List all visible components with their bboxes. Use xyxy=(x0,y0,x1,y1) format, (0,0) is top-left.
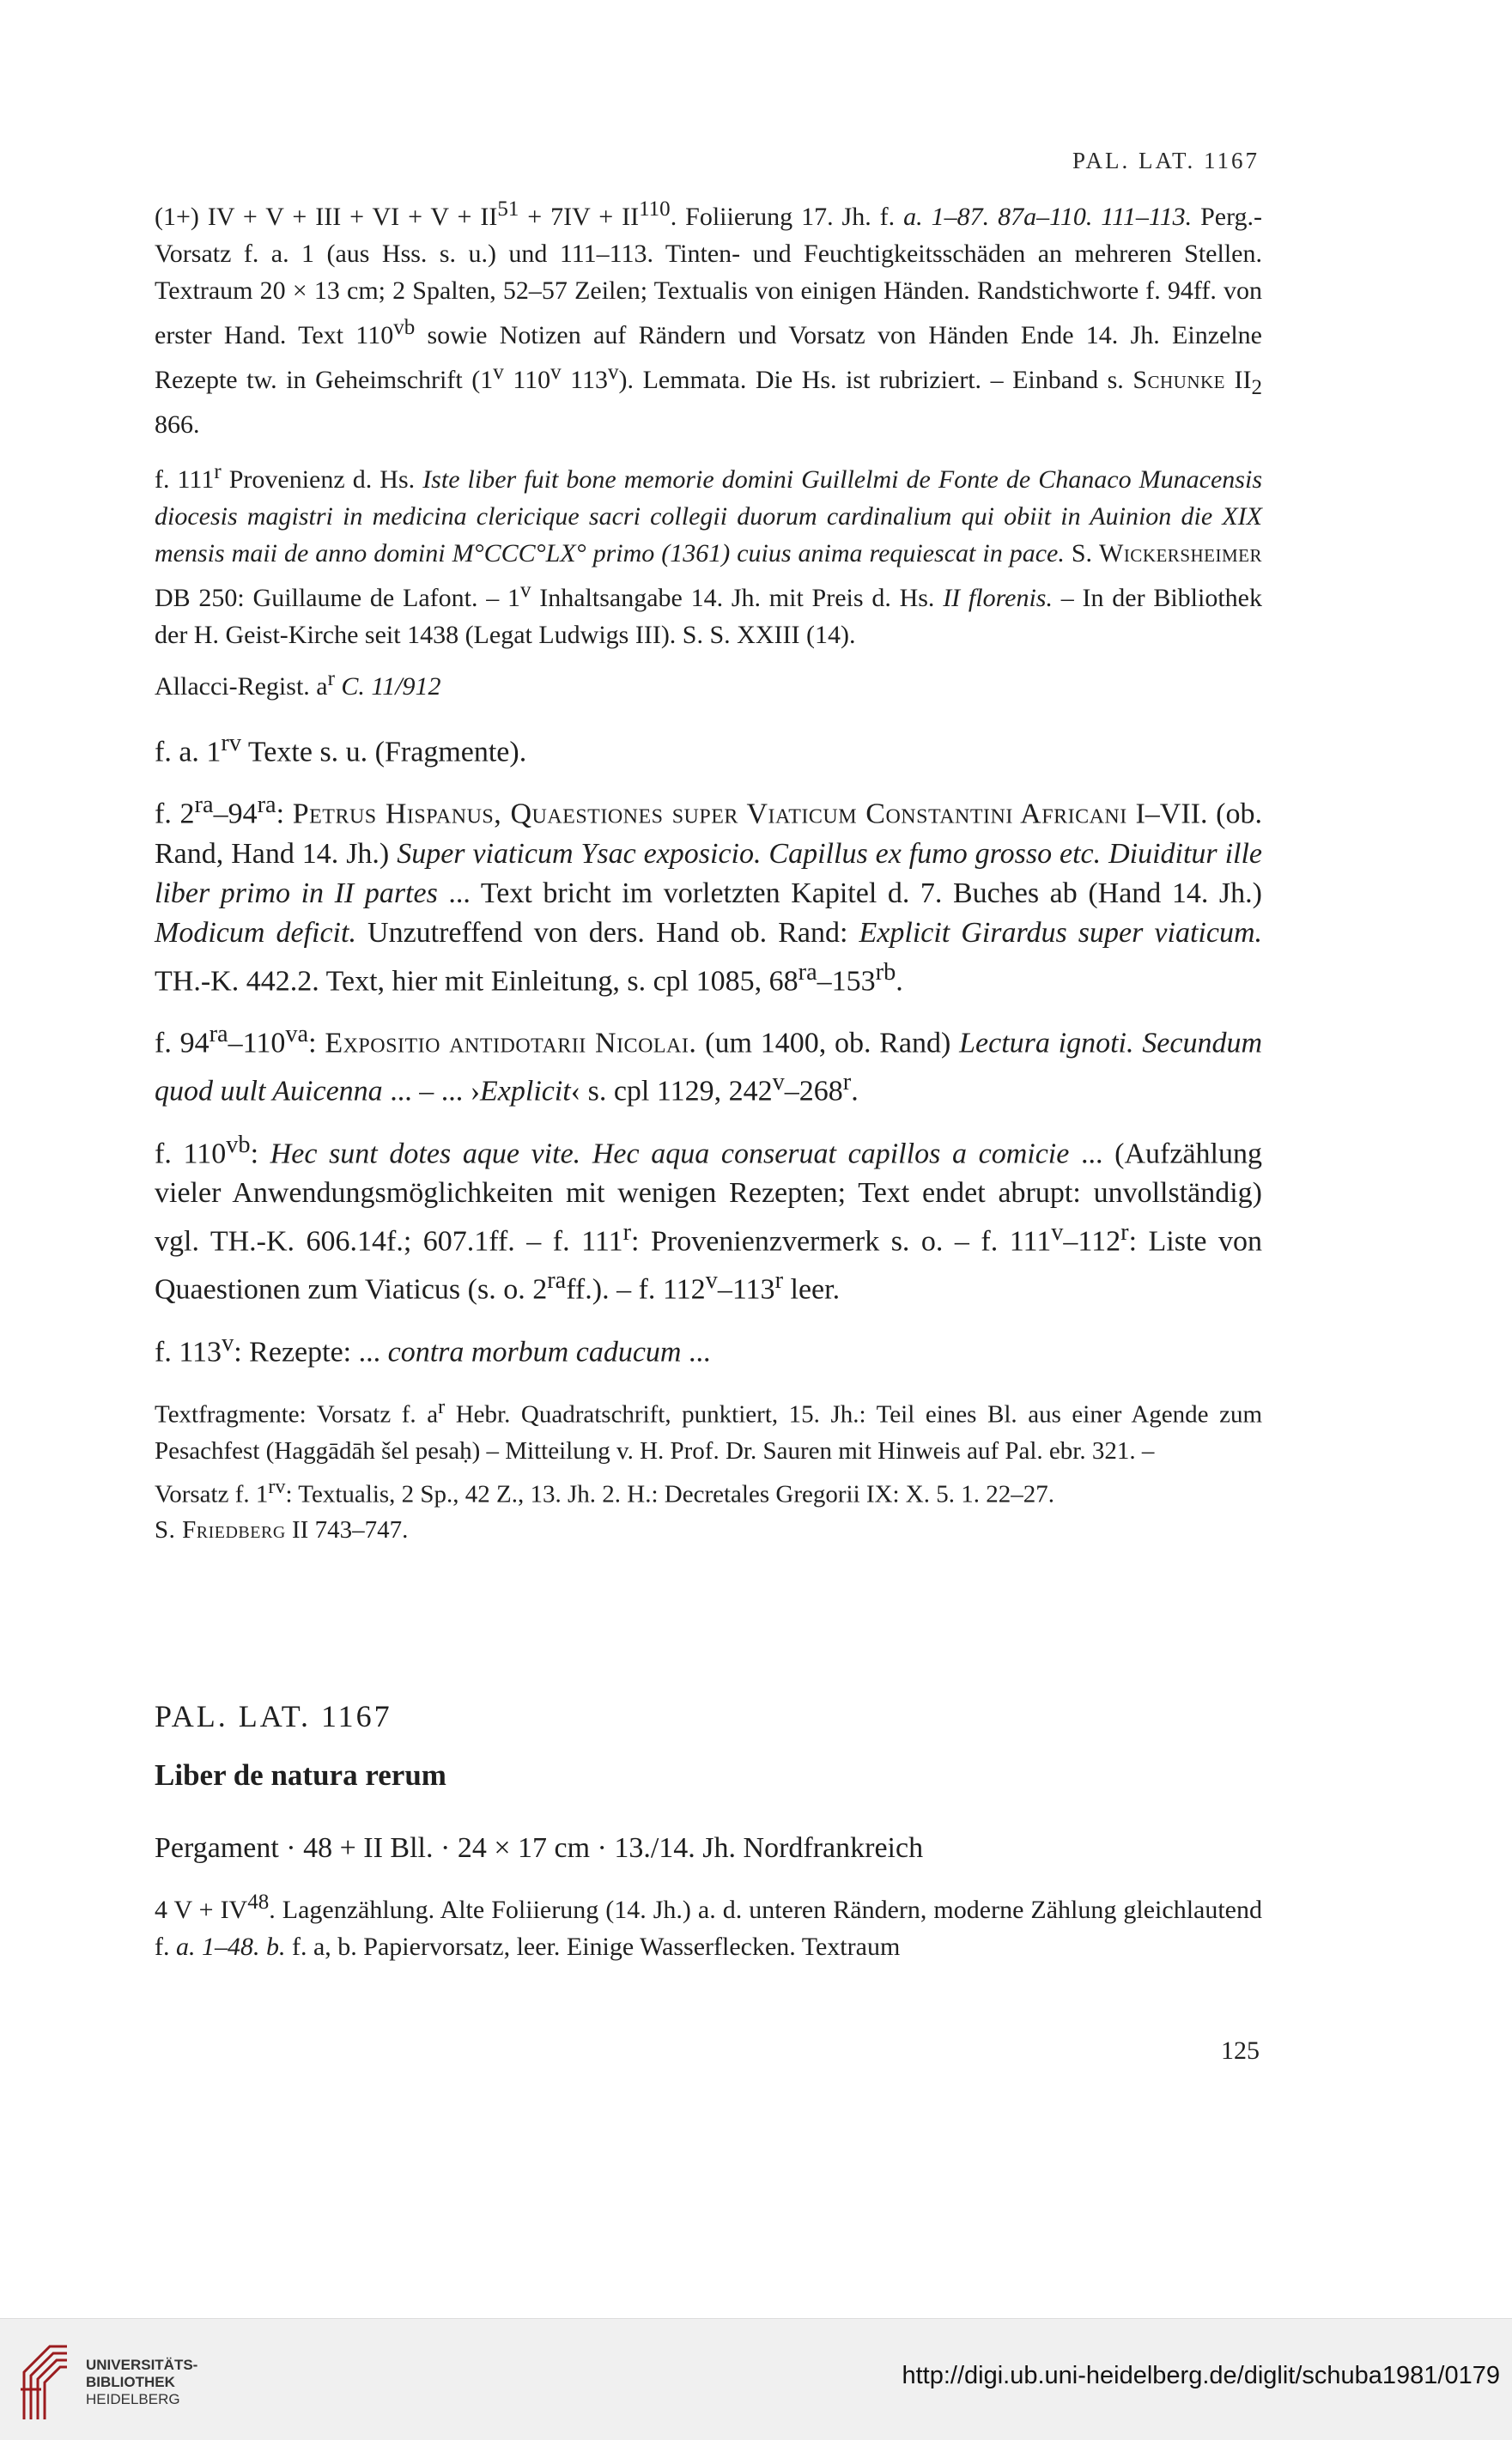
entry-shelfmark: PAL. LAT. 1167 xyxy=(155,1699,392,1733)
collation-paragraph: (1+) IV + V + III + VI + $V + II^{51} + 7IV + II^{110}$. Foliierung 17. Jh. f. a. 1–87. 87a–110. 111–113. Perg.-Vorsatz f. a. 1 (aus Hss. s. u.) und 111–113. Tinten- und Feuchtigkeitsschäden an mehreren Stellen. Textraum 20 × 13 cm; 2 Spalten, 52–57 Zeilen; Textualis von einigen Händen. Randstichworte f. 94ff. von erster Hand. Text $110^{vb}$ sowie Notizen auf Rändern und Vorsatz von Händen Ende 14. Jh. Einzelne Rezepte tw. in Geheimschrift (1$^v$ 110$^v$ 113$^v$). Lemmata. Die Hs. ist rubriziert. – Einband s. Schunke $II_2$ 866. xyxy=(155,197,1263,439)
permalink-url[interactable]: http://digi.ub.uni-heidelberg.de/diglit/schuba1981/0179 xyxy=(902,2362,1500,2389)
fragments-note-2: Vorsatz f. $1^{rv}$: Textualis, 2 Sp., 42 Z., 13. Jh. 2. H.: Decretales Gregorii IX: X. 5. 1. 22–27. S. Friedberg II 743–747. xyxy=(155,1474,1054,1545)
folio-a1-line: f. a. $1^{rv}$ Texte s. u. (Fragmente). xyxy=(155,730,527,768)
folio-94-entry: f. $94^{ra}-110^{va}$: Expositio antidotarii Nicolai. (um 1400, ob. Rand) Lectura ignoti. Secundum quod uult Auicenna ... – ... ›Explicit‹ s. cpl 1129, 242$^v$–268$^r$. xyxy=(155,1020,1262,1108)
folio-113-entry: f. 113$^v$: Rezepte: ... contra morbum caducum ... xyxy=(155,1329,711,1368)
allacci-line: Allacci-Regist. $a^r$ C. 11/912 xyxy=(155,667,441,701)
folio-110-entry: f. $110^{vb}$: Hec sunt dotes aque vite. Hec aqua conseruat capillos a comicie ... (Aufzählung vieler Anwendungsmöglichkeiten mit wenigen Rezepten; Text endet abrupt: unvollständig) vgl. TH.-K. 606.14f.; 607.1ff. – f. 111$^r$: Provenienzvermerk s. o. – f. 111$^v$–112$^r$: Liste von Quaestionen zum Viaticus (s. o. $2^{ra}ff$.). – f. 112$^v$–113$^r$ leer. xyxy=(155,1131,1262,1306)
library-logo-icon xyxy=(15,2338,76,2424)
library-name: UNIVERSITÄTS- BIBLIOTHEK HEIDELBERG xyxy=(86,2357,198,2407)
new-entry xyxy=(155,1698,1262,1965)
page-number: 125 xyxy=(1221,2036,1260,2065)
entry-summary: Pergament · 48 + II Bll. · 24 × 17 cm · 13./14. Jh. Nordfrankreich xyxy=(155,1832,924,1864)
provenance-paragraph: f. 111$^r$ Provenienz d. Hs. Iste liber fuit bone memorie domini Guillelmi de Fonte de Chanaco Munacensis diocesis magistri in medicina clericique sacri collegii duorum cardinalium qui obiit in Auinion die XIX mensis maii de anno domini M°CCC°LX° primo (1361) cuius anima requiescat in pace. S. Wickersheimer DB 250: Guillaume de Lafont. – 1$^v$ Inhaltsangabe 14. Jh. mit Preis d. Hs. II florenis. – In der Bibliothek der H. Geist-Kirche seit 1438 (Legat Ludwigs III). S. S. XXIII (14). xyxy=(155,460,1262,649)
previous-entry xyxy=(155,191,1262,1548)
viewer-footer xyxy=(0,2318,1512,2440)
running-header: PAL. LAT. 1167 xyxy=(1072,148,1260,173)
entry-collation: 4 $V + IV^{48}$. Lagenzählung. Alte Foliierung (14. Jh.) a. d. unteren Rändern, moderne Zählung gleichlautend f. a. 1–48. b. f. a, b. Papiervorsatz, leer. Einige Wasserflecken. Textraum xyxy=(155,1891,1262,1961)
entry-title: Liber de natura rerum xyxy=(155,1758,446,1792)
fragments-note: Textfragmente: Vorsatz f. $a^r$ Hebr. Quadratschrift, punktiert, 15. Jh.: Teil eines Bl. aus einer Agende zum Pesachfest (Haggādāh šel pesaḥ) – Mitteilung v. H. Prof. Dr. Sauren mit Hinweis auf Pal. ebr. 321. – xyxy=(155,1394,1262,1465)
folio-2-entry: f. $2^{ra}-94^{ra}$: Petrus Hispanus, Quaestiones super Viaticum Constantini Africani I–VII. (ob. Rand, Hand 14. Jh.) Super viaticum Ysac exposicio. Capillus ex fumo grosso etc. Diuiditur ille liber primo in II partes ... Text bricht im vorletzten Kapitel d. 7. Buches ab (Hand 14. Jh.) Modicum deficit. Unzutreffend von ders. Hand ob. Rand: Explicit Girardus super viaticum. TH.-K. 442.2. Text, hier mit Einleitung, s. cpl 1085, $68^{ra}-153^{rb}$. xyxy=(155,792,1262,997)
